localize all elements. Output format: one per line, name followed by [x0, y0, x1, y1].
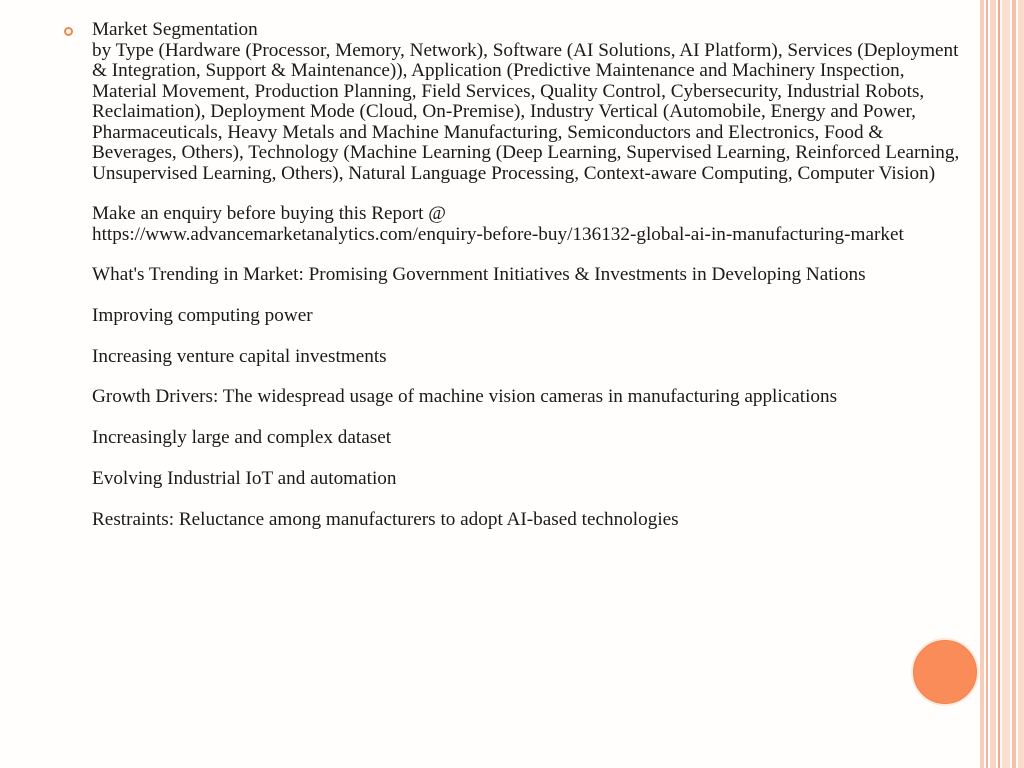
driver-item: Evolving Industrial IoT and automation	[92, 467, 397, 489]
decorative-stripe	[980, 0, 984, 768]
trend-item: Increasing venture capital investments	[92, 345, 387, 367]
accent-circle	[913, 640, 977, 704]
trending-text: What's Trending in Market: Promising Government Initiatives & Investments in Developing Nations	[92, 264, 866, 286]
growth-drivers-text: Growth Drivers: The widespread usage of machine vision cameras in manufacturing applications	[92, 386, 838, 408]
restraints-text: Restraints: Reluctance among manufacturers to adopt AI-based technologies	[92, 508, 679, 530]
bullet-icon	[64, 27, 73, 36]
slide-body	[92, 20, 964, 530]
market-segmentation-text: Market Segmentation by Type (Hardware (Processor, Memory, Network), Software (AI Solutions, AI Platform), Services (Deployment & Integration, Support & Maintenance)), Application (Predictive Maintenance and Machinery Inspection, Material Movement, Production Planning, Field Services, Quality Control, Cybersecurity, Industrial Robots, Reclaimation), Deployment Mode (Cloud, On-Premise), Industry Vertical (Automobile, Energy and Power, Pharmaceuticals, Heavy Metals and Machine Manufacturing, Semiconductors and Electronics, Food & Beverages, Others), Technology (Machine Learning (Deep Learning, Supervised Learning, Reinforced Learning, Unsupervised Learning, Others), Natural Language Processing, Context-aware Computing, Computer Vision)	[92, 19, 960, 184]
decorative-stripe	[1018, 0, 1024, 768]
decorative-stripe	[998, 0, 1000, 768]
trend-item: Improving computing power	[92, 305, 313, 327]
driver-item: Increasingly large and complex dataset	[92, 427, 392, 449]
decorative-stripe	[990, 0, 996, 768]
decorative-stripe	[986, 0, 988, 768]
decorative-stripe	[1002, 0, 1010, 768]
decorative-stripe	[1012, 0, 1016, 768]
enquiry-text: Make an enquiry before buying this Report @ https://www.advancemarketanalytics.com/enquiry-before-buy/136132-global-ai-in-manufacturing-market	[92, 203, 904, 245]
